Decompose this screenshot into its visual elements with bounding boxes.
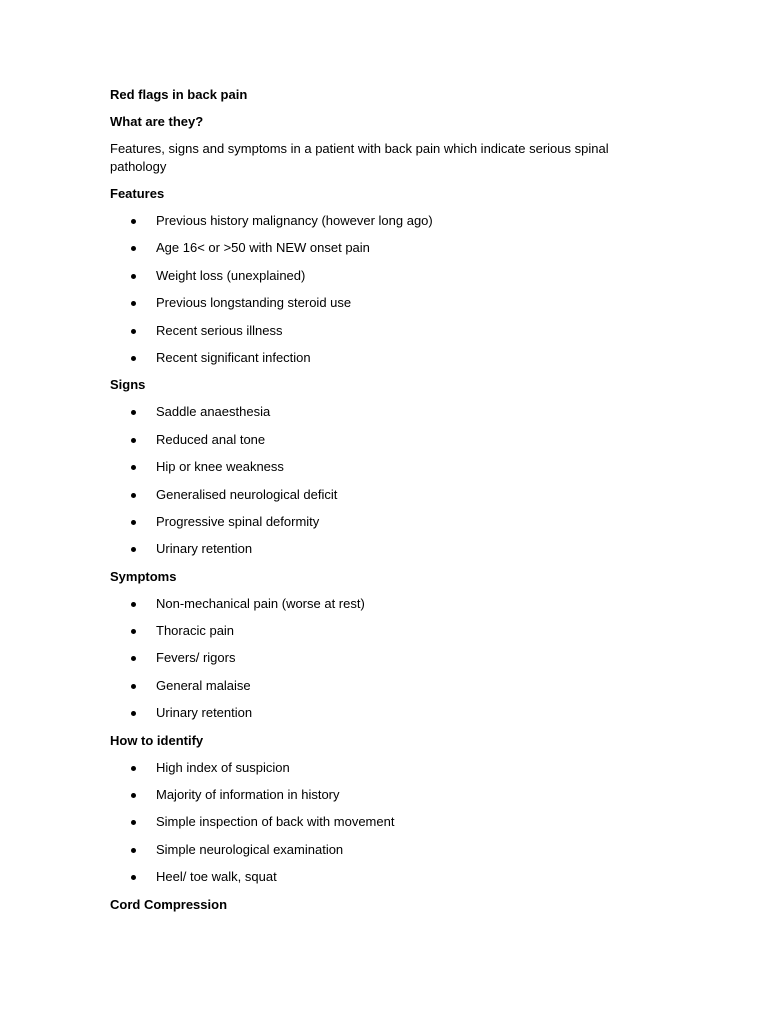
list-item-text: Simple inspection of back with movement (156, 814, 395, 830)
list-item (110, 212, 650, 229)
features-heading: Features (110, 186, 165, 201)
list-item (110, 486, 650, 503)
bullet-icon (131, 438, 136, 443)
bullet-icon (131, 520, 136, 525)
list-item (110, 704, 650, 721)
cord-compression-heading: Cord Compression (110, 896, 228, 912)
bullet-icon (131, 301, 136, 306)
bullet-icon (131, 274, 136, 279)
bullet-icon (131, 684, 136, 689)
list-item-text: Fevers/ rigors (156, 650, 236, 666)
document-page (110, 86, 650, 923)
bullet-icon (131, 656, 136, 661)
list-item (110, 759, 650, 776)
list-item (110, 513, 650, 530)
bullet-icon (131, 766, 136, 771)
list-item-text: Previous longstanding steroid use (156, 295, 352, 311)
list-item (110, 322, 650, 339)
list-item-text: Previous history malignancy (however long ago) (156, 213, 433, 228)
list-item-text: Non-mechanical pain (worse at rest) (156, 595, 365, 611)
symptoms-heading: Symptoms (110, 568, 177, 584)
symptoms-list (110, 595, 650, 722)
list-item-text: Hip or knee weakness (156, 459, 284, 475)
list-item-text: Reduced anal tone (156, 431, 266, 447)
list-item-text: Weight loss (unexplained) (156, 267, 306, 283)
bullet-icon (131, 711, 136, 716)
list-item (110, 239, 650, 256)
list-item (110, 786, 650, 803)
bullet-icon (131, 629, 136, 634)
list-item (110, 649, 650, 666)
list-item-text: Saddle anaesthesia (156, 404, 271, 420)
bullet-icon (131, 793, 136, 798)
list-item-text: Thoracic pain (156, 623, 235, 639)
bullet-icon (131, 356, 136, 361)
list-item (110, 813, 650, 830)
list-item (110, 349, 650, 366)
list-item-text: Progressive spinal deformity (156, 513, 320, 529)
list-item-text: Recent serious illness (156, 322, 283, 338)
bullet-icon (131, 410, 136, 415)
list-item-text: General malaise (156, 677, 251, 693)
list-item-text: Recent significant infection (156, 349, 311, 365)
list-item (110, 841, 650, 858)
bullet-icon (131, 875, 136, 880)
list-item-text: Urinary retention (156, 541, 253, 557)
list-item (110, 868, 650, 885)
list-item-text: Generalised neurological deficit (156, 486, 338, 502)
bullet-icon (131, 547, 136, 552)
intro-paragraph: Features, signs and symptoms in a patient with back pain which indicate serious spinal pathology (110, 141, 609, 174)
bullet-icon (131, 219, 136, 224)
list-item (110, 622, 650, 639)
bullet-icon (131, 602, 136, 607)
identify-list (110, 759, 650, 886)
document-title: Red flags in back pain (110, 87, 248, 102)
list-item-text: Urinary retention (156, 705, 253, 721)
list-item (110, 677, 650, 694)
how-to-identify-heading: How to identify (110, 732, 204, 748)
bullet-icon (131, 329, 136, 334)
list-item-text: Majority of information in history (156, 787, 340, 803)
list-item-text: Heel/ toe walk, squat (156, 869, 277, 885)
signs-list (110, 403, 650, 557)
bullet-icon (131, 820, 136, 825)
bullet-icon (131, 246, 136, 251)
list-item (110, 403, 650, 420)
list-item (110, 595, 650, 612)
bullet-icon (131, 465, 136, 470)
list-item (110, 458, 650, 475)
list-item-text: Simple neurological examination (156, 841, 344, 857)
features-list (110, 212, 650, 366)
list-item (110, 540, 650, 557)
list-item (110, 294, 650, 311)
list-item-text: High index of suspicion (156, 759, 290, 775)
list-item (110, 431, 650, 448)
bullet-icon (131, 493, 136, 498)
bullet-icon (131, 848, 136, 853)
list-item-text: Age 16< or >50 with NEW onset pain (156, 240, 370, 256)
list-item (110, 267, 650, 284)
what-are-they-heading: What are they? (110, 114, 204, 129)
signs-heading: Signs (110, 377, 146, 393)
